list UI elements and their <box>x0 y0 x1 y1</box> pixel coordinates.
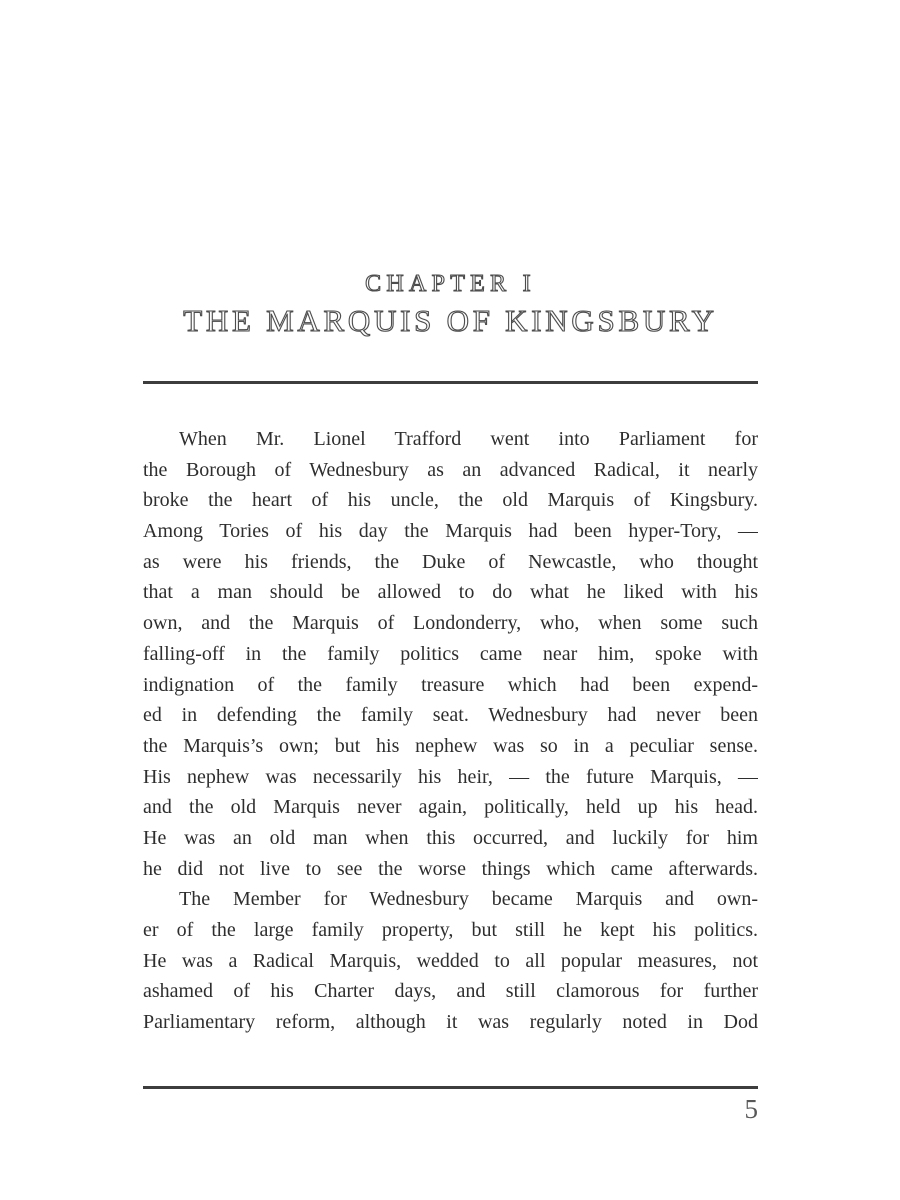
text-line: ed in defending the family seat. Wednesbury had never been <box>143 704 758 727</box>
text-line: His nephew was necessarily his heir, — the future Marquis, — <box>143 765 758 788</box>
text-line: He was an old man when this occurred, and luckily for him <box>143 826 758 849</box>
text-line: He was a Radical Marquis, wedded to all popular measures, not <box>143 949 758 972</box>
chapter-heading <box>143 270 758 341</box>
text-line: as were his friends, the Duke of Newcastle, who thought <box>143 550 758 573</box>
text-line: When Mr. Lionel Trafford went into Parliament for <box>179 428 758 450</box>
text-line: Among Tories of his day the Marquis had been hyper-Tory, — <box>143 520 758 543</box>
chapter-number: CHAPTER I <box>365 271 536 297</box>
text-line: and the old Marquis never again, politically, held up his head. <box>143 796 758 819</box>
text-line: he did not live to see the worse things which came afterwards. <box>143 857 758 880</box>
header-rule <box>143 381 758 384</box>
text-line: own, and the Marquis of Londonderry, who, when some such <box>143 612 758 635</box>
page-number: 5 <box>744 1094 758 1124</box>
text-line: that a man should be allowed to do what he liked with his <box>143 581 758 604</box>
text-line: The Member for Wednesbury became Marquis and own- <box>179 888 758 911</box>
chapter-title: THE MARQUIS OF KINGSBURY <box>183 302 718 338</box>
text-line: the Borough of Wednesbury as an advanced Radical, it nearly <box>143 458 758 481</box>
text-line: the Marquis’s own; but his nephew was so in a peculiar sense. <box>143 734 758 757</box>
text-line: Parliamentary reform, although it was regularly noted in Dod <box>143 1011 758 1034</box>
text-line: ashamed of his Charter days, and still clamorous for further <box>143 980 758 1003</box>
text-line: falling-off in the family politics came near him, spoke with <box>143 642 758 665</box>
text-line: er of the large family property, but still he kept his politics. <box>143 919 758 941</box>
text-line: indignation of the family treasure which had been expend- <box>143 673 758 696</box>
body-text <box>143 424 758 1038</box>
text-line: broke the heart of his uncle, the old Marquis of Kingsbury. <box>143 489 758 512</box>
footer-rule <box>143 1086 758 1089</box>
